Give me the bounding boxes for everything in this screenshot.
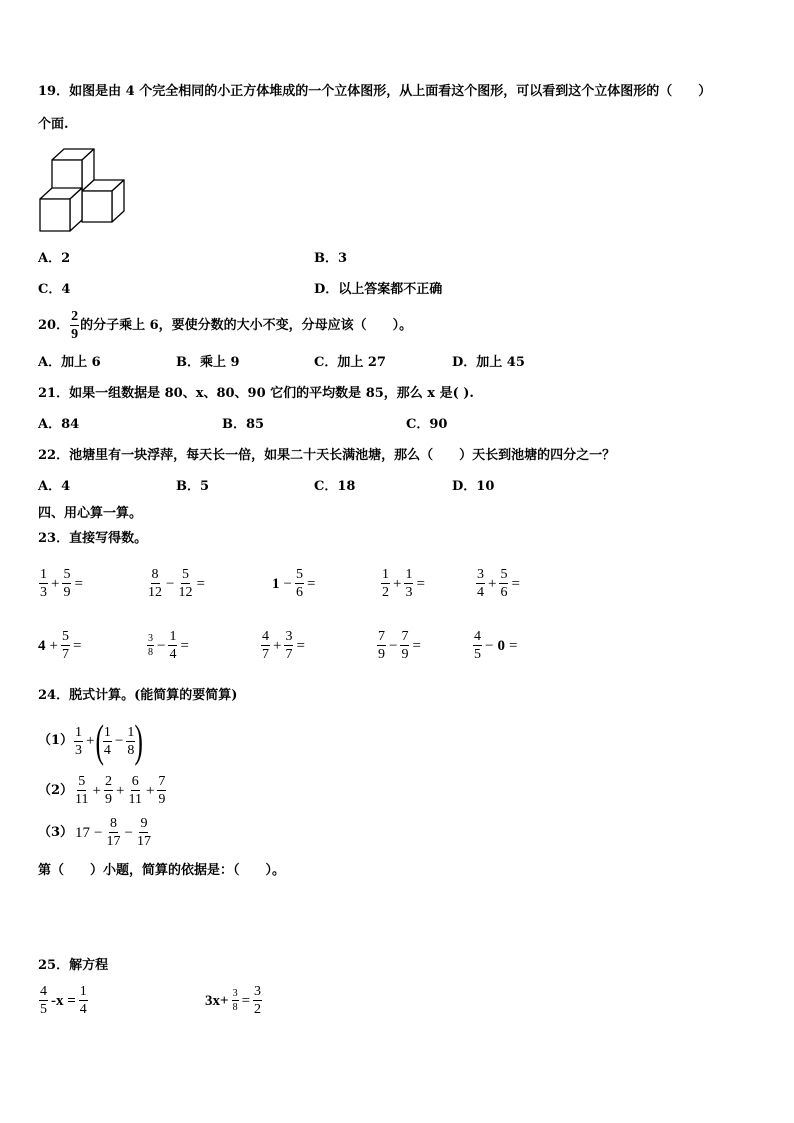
- q22-option-c[interactable]: C．18: [314, 479, 356, 494]
- text-q25-eq2-a-d: 8: [232, 1002, 238, 1013]
- text-q25-eq2-pre: 3x+: [205, 992, 229, 1009]
- fraction: [157, 774, 166, 807]
- text-q23-r2-e3-a-d: 7: [262, 647, 269, 662]
- q19-text-line1: 19．如图是由 4 个完全相同的小正方体堆成的一个立体图形，从上面看这个图形，可以看到这个立体图形的（ ）: [38, 84, 712, 99]
- q20-option-d[interactable]: D．加上 45: [452, 355, 525, 370]
- fraction: [106, 816, 122, 849]
- text-q24-p2-o3: +: [145, 782, 155, 799]
- text-q24-p1-plus: +: [86, 733, 95, 749]
- text-q23-r2-e1-b-n: 5: [61, 629, 69, 644]
- fraction: [377, 629, 386, 662]
- text-q20-frac-n: 2: [71, 309, 79, 324]
- text-q23-r1-e4-b-d: 3: [405, 585, 413, 600]
- text-q25-eq2-b-n: 3: [254, 984, 262, 999]
- cube-stack-figure: [36, 146, 128, 232]
- fraction: [74, 774, 89, 807]
- text-q25-eq2-a-n: 3: [232, 988, 238, 999]
- fraction: [39, 567, 48, 600]
- text-q24-p2-a-d: 11: [75, 792, 89, 807]
- text-q23-r2-e3-b-d: 7: [285, 647, 293, 662]
- q20-text: [38, 309, 412, 342]
- text-q24-p2-label: （2）: [38, 782, 74, 798]
- left-paren: (: [94, 715, 104, 766]
- text-q23-r2-e4-b-d: 9: [401, 647, 409, 662]
- q20-option-c[interactable]: C．加上 27: [314, 355, 386, 370]
- q23-expr-1: [38, 567, 85, 600]
- text-q23-r2-e1-b-d: 7: [61, 647, 69, 662]
- text-q24-p2-a-n: 5: [78, 774, 86, 789]
- text-q23-r1-e3-w: 1: [272, 575, 280, 592]
- text-q25-eq1-a-n: 4: [40, 984, 47, 999]
- text-q23-r2-e2-op: −: [157, 637, 166, 654]
- text-q23-r1-e5-eq: =: [511, 575, 520, 592]
- right-paren: ): [134, 715, 144, 766]
- text-q25-eq2-b-d: 2: [254, 1002, 262, 1017]
- text-q23-r2-e4-b-n: 7: [401, 629, 409, 644]
- text-q23-r1-e3-b-d: 6: [295, 585, 303, 600]
- fraction: [62, 567, 71, 600]
- fraction: [168, 629, 177, 662]
- text-q23-r1-e5-b-n: 5: [500, 567, 508, 582]
- text-q25-eq1-mid: -x =: [51, 992, 76, 1009]
- text-q23-r2-e1-w: 4: [38, 637, 46, 654]
- text-q24-p2-o1: +: [92, 782, 101, 799]
- text-q23-r1-e3-b-n: 5: [295, 567, 303, 582]
- text-q23-r2-e5-a-d: 5: [474, 647, 481, 662]
- fraction: [253, 984, 262, 1017]
- q21-option-b[interactable]: B．85: [222, 417, 265, 432]
- fraction: [473, 629, 482, 662]
- fraction: [104, 774, 113, 807]
- text-q23-r2-e4-eq: =: [412, 637, 421, 654]
- q20-option-b[interactable]: B．乘上 9: [176, 355, 240, 370]
- text-q23-r2-e2-b-d: 4: [169, 647, 177, 662]
- text-q23-r2-e5-a-n: 4: [474, 629, 481, 644]
- text-q23-r2-e5-eq: =: [508, 637, 518, 654]
- q24-note: 第（ ）小题，简算的依据是：（ ）。: [38, 863, 286, 878]
- text-q23-r1-e5-op: +: [488, 575, 497, 592]
- q25-title: 25．解方程: [38, 958, 109, 973]
- q23-expr-7: [146, 629, 191, 662]
- text-q24-p1-b-n: 1: [103, 724, 111, 740]
- fraction: [476, 567, 485, 600]
- text-q23-r1-e2-eq: =: [196, 575, 205, 592]
- text-q23-r1-e3-eq: =: [306, 575, 316, 592]
- text-q23-r1-e5-a-n: 3: [477, 567, 484, 582]
- text-q24-p1-b-d: 4: [103, 742, 111, 758]
- text-q23-r2-e3-op: +: [273, 637, 282, 654]
- q21-option-c[interactable]: C．90: [406, 417, 448, 432]
- text-q23-r1-e4-b-n: 1: [405, 567, 413, 582]
- q25-equation-1: [38, 984, 89, 1017]
- fraction: [136, 816, 152, 849]
- text-q24-p3-label: （3）: [38, 824, 74, 840]
- text-q24-p2-e-n: 7: [158, 774, 166, 789]
- text-q23-r1-e4-op: +: [393, 575, 402, 592]
- q19-option-b[interactable]: B．3: [314, 251, 348, 266]
- text-q23-r2-e4-op: −: [389, 637, 398, 654]
- q22-text: 22．池塘里有一块浮萍，每天长一倍，如果二十天长满池塘，那么（ ）天长到池塘的四分之一？: [38, 448, 616, 463]
- fraction: [177, 567, 193, 600]
- q19-option-c[interactable]: C．4: [38, 282, 71, 297]
- text-q24-p3-a-d: 17: [106, 834, 121, 849]
- fraction: [74, 725, 83, 758]
- q23-expr-9: [376, 629, 423, 662]
- q21-text: 21．如果一组数据是 80、x、80、90 它们的平均数是 85，那么 x 是( ).: [38, 386, 474, 401]
- text-q23-r1-e2-b-n: 5: [181, 567, 189, 582]
- q24-title: 24．脱式计算。(能简算的要简算): [38, 688, 238, 703]
- text-q23-r1-e1-eq: =: [74, 575, 83, 592]
- text-q24-p3-w: 17: [75, 824, 91, 841]
- text-q25-eq1-b-d: 4: [79, 1002, 87, 1017]
- fraction: [39, 984, 48, 1017]
- q23-title: 23．直接写得数。: [38, 531, 148, 546]
- text-q23-r2-e2-b-n: 1: [169, 629, 177, 644]
- text-q24-p2-c-d: 11: [128, 792, 142, 807]
- text-q23-r1-e5-a-d: 4: [477, 585, 484, 600]
- text-q24-p3-o1: −: [94, 824, 103, 841]
- section-4-heading: 四、用心算一算。: [38, 506, 143, 521]
- text-q24-p3-b-d: 17: [136, 834, 151, 849]
- fraction: [381, 567, 390, 600]
- fraction: [127, 774, 142, 807]
- fraction: [499, 567, 508, 600]
- fraction: [295, 567, 304, 600]
- q25-equation-2: [203, 984, 263, 1017]
- text-q25-eq1-a-d: 5: [40, 1002, 47, 1017]
- q23-expr-10: [472, 629, 519, 662]
- q22-option-b[interactable]: B．5: [176, 479, 210, 494]
- text-q23-r1-e1-a-d: 3: [40, 585, 47, 600]
- fraction: [103, 725, 112, 758]
- text-q24-p2-o2: +: [116, 782, 125, 799]
- text-q24-p3-b-n: 9: [140, 816, 148, 831]
- fraction: [61, 629, 70, 662]
- q24-problem-2: [38, 774, 167, 807]
- text-q23-r1-e5-b-d: 6: [500, 585, 508, 600]
- text-q25-eq2-mid: =: [241, 992, 251, 1009]
- q22-option-d[interactable]: D．10: [452, 479, 495, 494]
- q23-expr-2: [146, 567, 207, 600]
- q20-stem: 的分子乘上 6，要使分数的大小不变，分母应该（ ）。: [80, 317, 413, 333]
- text-q23-r2-e3-b-n: 3: [285, 629, 293, 644]
- fraction: [147, 633, 154, 658]
- fraction: [284, 629, 293, 662]
- q19-option-a[interactable]: A．2: [38, 251, 71, 266]
- text-q23-r2-e3-eq: =: [296, 637, 305, 654]
- q20-option-a[interactable]: A．加上 6: [38, 355, 101, 370]
- text-q23-r1-e4-a-n: 1: [382, 567, 389, 582]
- text-q20-frac-d: 9: [71, 327, 79, 342]
- text-q24-p1-c-d: 8: [127, 742, 135, 758]
- text-q24-p1-label: （1）: [38, 733, 74, 748]
- q23-expr-8: [260, 629, 307, 662]
- fraction: [147, 567, 163, 600]
- fraction: [261, 629, 270, 662]
- text-q24-p1-c-n: 1: [127, 724, 135, 740]
- text-q23-r2-e2-a-d: 8: [148, 647, 153, 658]
- text-q24-p2-e-d: 9: [158, 792, 166, 807]
- text-q23-r2-e1-eq: =: [72, 637, 82, 654]
- text-q24-p3-a-n: 8: [110, 816, 118, 831]
- text-q24-p1-a-n: 1: [75, 724, 83, 740]
- text-q23-r2-e1-op: +: [49, 637, 58, 654]
- fraction: [79, 984, 88, 1017]
- text-q23-r2-e4-a-n: 7: [378, 629, 385, 644]
- q20-number: 20．: [38, 317, 70, 333]
- text-q23-r1-e1-a-n: 1: [40, 567, 47, 582]
- text-q23-r1-e3-op: −: [283, 575, 292, 592]
- text-q23-r1-e1-op: +: [51, 575, 60, 592]
- text-q23-r2-e4-a-d: 9: [378, 647, 385, 662]
- text-q25-eq1-b-n: 1: [79, 984, 87, 999]
- text-q23-r1-e1-b-d: 9: [63, 585, 71, 600]
- text-q23-r2-e5-op: −: [485, 637, 494, 654]
- text-q23-r1-e2-a-d: 12: [148, 585, 162, 600]
- text-q24-p1-minus: −: [114, 733, 124, 749]
- q23-expr-5: [475, 567, 522, 600]
- q19-text-line2: 个面.: [38, 117, 69, 132]
- q23-expr-3: [270, 567, 317, 600]
- text-q24-p2-c-n: 6: [131, 774, 139, 789]
- q21-option-a[interactable]: A．84: [38, 417, 80, 432]
- q23-expr-4: [380, 567, 427, 600]
- text-q24-p1-a-d: 3: [75, 742, 83, 758]
- text-q23-r1-e1-b-n: 5: [63, 567, 71, 582]
- fraction: [232, 988, 239, 1013]
- text-q23-r2-e5-w: 0: [497, 637, 505, 654]
- text-q23-r1-e2-b-d: 12: [178, 585, 193, 600]
- text-q23-r1-e4-a-d: 2: [382, 585, 389, 600]
- text-q24-p3-o2: −: [124, 824, 133, 841]
- text-q23-r1-e2-a-n: 8: [151, 567, 159, 582]
- fraction: [404, 567, 413, 600]
- text-q23-r2-e3-a-n: 4: [262, 629, 269, 644]
- text-q24-p2-b-n: 2: [105, 774, 112, 789]
- text-q23-r2-e2-a-n: 3: [148, 633, 153, 644]
- q24-problem-3: [38, 816, 153, 849]
- q19-option-d[interactable]: D．以上答案都不正确: [314, 282, 443, 297]
- q23-expr-6: [36, 629, 83, 662]
- q20-fraction: [70, 309, 79, 342]
- text-q23-r2-e2-eq: =: [180, 637, 189, 654]
- fraction: [400, 629, 409, 662]
- text-q23-r1-e4-eq: =: [416, 575, 425, 592]
- text-q24-p2-b-d: 9: [105, 792, 112, 807]
- q24-problem-1: [38, 715, 144, 766]
- q22-option-a[interactable]: A．4: [38, 479, 71, 494]
- text-q23-r1-e2-op: −: [166, 575, 175, 592]
